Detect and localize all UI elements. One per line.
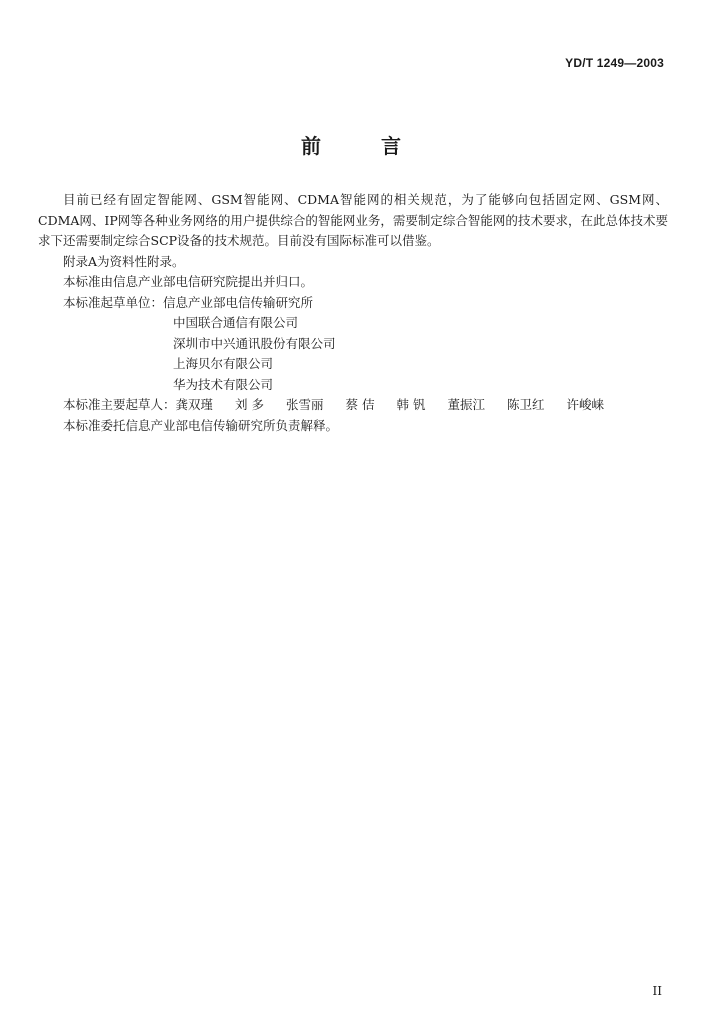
drafter-name: 陈卫红 bbox=[507, 397, 545, 412]
foreword-paragraph: 目前已经有固定智能网、GSM智能网、CDMA智能网的相关规范，为了能够向包括固定网、GSM网、CDMA网、IP网等各种业务网络的用户提供综合的智能网业务，需要制定综合智能网的技术要求，在此总体技术要求下还需要制定综合SCP设备的技术规范。目前没有国际标准可以借鉴。 bbox=[38, 192, 668, 248]
foreword-body bbox=[38, 190, 668, 436]
title-char-2: 言 bbox=[381, 134, 401, 158]
drafter-name: 张雪丽 bbox=[286, 397, 324, 412]
drafting-unit: 深圳市中兴通讯股份有限公司 bbox=[173, 335, 336, 351]
drafter-name: 董振江 bbox=[447, 397, 486, 412]
drafting-units-label: 本标准起草单位： bbox=[63, 294, 164, 310]
page-number: II bbox=[652, 984, 662, 998]
drafter-name: 许峻崃 bbox=[566, 397, 605, 412]
drafting-unit: 信息产业部电信传输研究所 bbox=[163, 294, 314, 310]
drafting-unit-line bbox=[38, 293, 668, 314]
drafters-label: 本标准主要起草人： bbox=[63, 397, 176, 412]
drafting-unit: 中国联合通信有限公司 bbox=[173, 315, 299, 330]
title-char-1: 前 bbox=[301, 134, 321, 158]
appendix-note: 附录A为资料性附录。 bbox=[63, 253, 185, 269]
standard-number: YD/T 1249—2003 bbox=[565, 56, 664, 70]
drafters-line bbox=[38, 395, 668, 416]
page-title bbox=[0, 130, 702, 159]
drafter-name: 蔡 佶 bbox=[345, 397, 375, 412]
interpretation-note: 本标准委托信息产业部电信传输研究所负责解释。 bbox=[63, 417, 339, 433]
drafter-names bbox=[176, 397, 605, 412]
drafter-name: 韩 钒 bbox=[396, 397, 426, 412]
drafting-unit: 华为技术有限公司 bbox=[173, 376, 274, 392]
drafter-name: 龚双瑾 bbox=[175, 397, 214, 412]
proposer-note: 本标准由信息产业部电信研究院提出并归口。 bbox=[63, 274, 314, 289]
drafting-unit: 上海贝尔有限公司 bbox=[173, 356, 274, 371]
drafter-name: 刘 多 bbox=[235, 397, 265, 412]
